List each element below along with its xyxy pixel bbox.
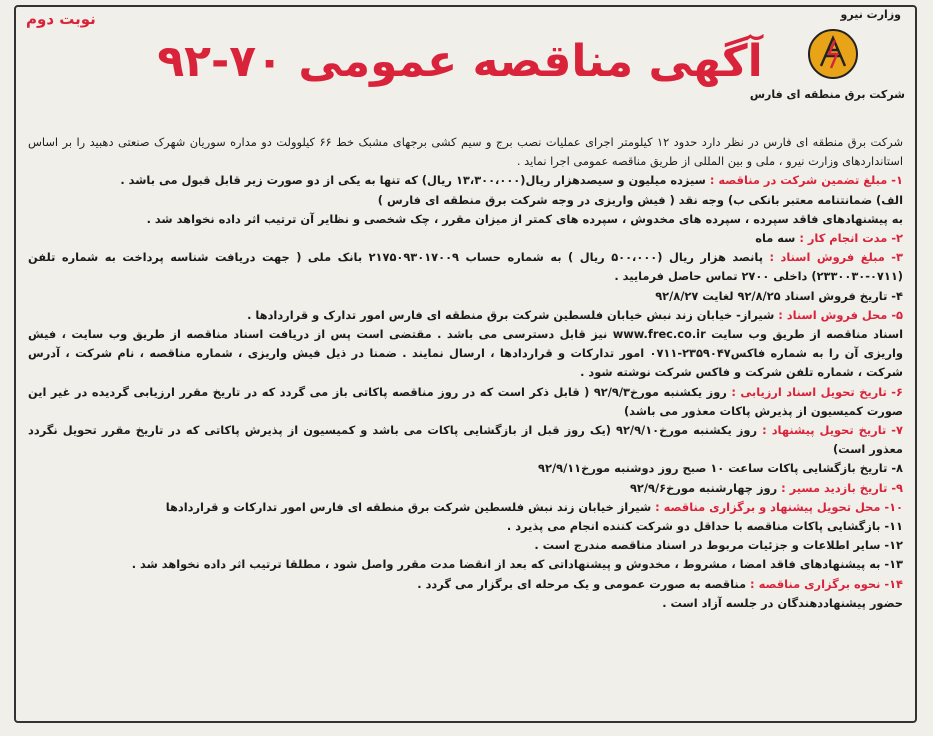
item-3 xyxy=(28,248,903,286)
item-5-label: ۵- محل فروش اسناد : xyxy=(778,307,903,322)
item-5-details-before: اسناد مناقصه از طریق وب سایت xyxy=(705,327,903,342)
item-5 xyxy=(28,306,903,325)
tender-title: آگهی مناقصه عمومی ۷۰-۹۲ xyxy=(157,36,763,87)
item-10-text: شیراز خیابان زند نبش فلسطین شرکت برق منطقه ای فارس امور تدارکات و قراردادها xyxy=(165,499,656,514)
closing-line: حضور پیشنهاددهندگان در جلسه آزاد است . xyxy=(662,595,903,610)
item-1-label: ۱- مبلغ تضمین شرکت در مناقصه : xyxy=(709,173,903,188)
item-7-text: روز یکشنبه مورخ۹۲/۹/۱۰ (یک روز قبل از بازگشایی پاکات می باشد و کمیسیون از پذیرش پاکاتی که در تاریخ مقرر تحویل نگردد معذور است) xyxy=(28,423,903,457)
item-12: ۱۲- سایر اطلاعات و جزئیات مربوط در اسناد مناقصه مندرج است . xyxy=(534,538,903,553)
item-1 xyxy=(28,171,903,190)
item-2 xyxy=(28,229,903,248)
item-8: ۸- تاریخ بازگشایی پاکات ساعت ۱۰ صبح روز دوشنبه مورخ۹۲/۹/۱۱ xyxy=(538,461,903,476)
item-14-text: مناقصه به صورت عمومی و یک مرحله ای برگزار می گردد . xyxy=(417,576,751,591)
item-14-label: ۱۴- نحوه برگزاری مناقصه : xyxy=(750,576,903,591)
item-6-label: ۶- تاریخ تحویل اسناد ارزیابی : xyxy=(731,384,903,399)
ad-body xyxy=(28,133,903,613)
item-1-note: به پیشنهادهای فاقد سپرده ، سپرده های مخدوش ، سپرده های کمتر از میزان مقرر ، چک شخصی و نظایر آن ترتیب اثر داده نخواهد شد . xyxy=(146,211,903,226)
item-9 xyxy=(28,479,903,498)
item-7-label: ۷- تاریخ تحویل پیشنهاد : xyxy=(762,423,903,438)
item-1-text: سیزده میلیون و سیصدهزار ریال(۱۳،۳۰۰،۰۰۰ ریال) که تنها به یکی از دو صورت زیر قابل قبول می باشد . xyxy=(120,173,710,188)
item-10-label: ۱۰- محل تحویل پیشنهاد و برگزاری مناقصه : xyxy=(655,499,903,514)
item-7 xyxy=(28,421,903,459)
item-1-options: الف) ضمانتنامه معتبر بانکی ب) وجه نقد ( فیش واریزی در وجه شرکت برق منطقه ای فارس ) xyxy=(377,192,903,207)
ministry-name: وزارت نیرو xyxy=(840,8,901,21)
intro-paragraph: شرکت برق منطقه ای فارس در نظر دارد حدود ۱۲ کیلومتر اجرای عملیات نصب برج و سیم کشی برجهای مشبک خط ۶۶ کیلوولت دو مداره سوریان شهرک صنعتی دهبید را بر اساس استانداردهای وزارت نیرو ، ملی و بین المللی از طریق مناقصه عمومی اجرا نماید . xyxy=(28,135,903,169)
item-14 xyxy=(28,575,903,594)
item-3-label: ۳- مبلغ فروش اسناد : xyxy=(769,250,903,265)
website-link[interactable]: www.frec.co.ir xyxy=(612,327,706,342)
item-6-text: روز یکشنبه مورخ۹۲/۹/۳ ( قابل ذکر است که در روز مناقصه پاکاتی باز می گردد که در تاریخ مقرر ارزیابی گردیده در غیر این صورت کمیسیون از پذیرش پاکات معذور می باشد) xyxy=(28,384,903,418)
item-6 xyxy=(28,383,903,421)
item-11: ۱۱- بازگشایی پاکات مناقصه با حداقل دو شرکت کننده انجام می پذیرد . xyxy=(506,519,903,534)
item-9-text: روز چهارشنبه مورخ۹۲/۹/۶ xyxy=(629,480,782,495)
round-label: نوبت دوم xyxy=(26,10,96,28)
item-4: ۴- تاریخ فروش اسناد ۹۲/۸/۲۵ لغایت ۹۲/۸/۲۷ xyxy=(655,288,903,303)
item-5-text: شیراز- خیابان زند نبش خیابان فلسطین شرکت برق منطقه ای فارس امور تدارک و قراردادها . xyxy=(247,307,779,322)
company-logo-block xyxy=(749,8,907,103)
item-2-text: سه ماه xyxy=(755,231,800,246)
item-2-label: ۲- مدت انجام کار : xyxy=(799,231,903,246)
power-company-logo-icon xyxy=(805,26,861,82)
company-name: شرکت برق منطقه ای فارس xyxy=(749,88,905,101)
item-5-details xyxy=(28,325,903,383)
item-5-details-after: نیز قابل دسترسی می باشد . مقتضی است پس از دریافت اسناد مناقصه از طریق وب سایت ، فیش واریزی آن را به شماره فاکس۲۳۵۹۰۴۷-۰۷۱۱ امور تدارکات و قراردادها ، ارسال نمایند . ضمنا در ذیل فیش واریزی ، شماره مناقصه ، نام شرکت ، آدرس شرکت ، شماره تلفن شرکت و فاکس شرکت نوشته شود . xyxy=(28,327,903,380)
item-3-text: پانصد هزار ریال (۵۰۰،۰۰۰ ریال ) به شماره حساب ۲۱۷۵۰۹۳۰۱۷۰۰۹ بانک ملی ( جهت دریافت شناسه پرداخت به شماره تلفن (۰۷۱۱-۲۳۳۰۰۳۰) داخلی ۲۷۰۰ تماس حاصل فرمایید . xyxy=(28,250,903,284)
item-9-label: ۹- تاریخ بازدید مسیر : xyxy=(781,480,903,495)
item-10 xyxy=(28,498,903,517)
item-13: ۱۳- به پیشنهادهای فاقد امضا ، مشروط ، مخدوش و پیشنهاداتی که بعد از انقضا مدت مقرر واصل شود ، مطلقا ترتیب اثر داده نخواهد شد . xyxy=(131,557,903,572)
